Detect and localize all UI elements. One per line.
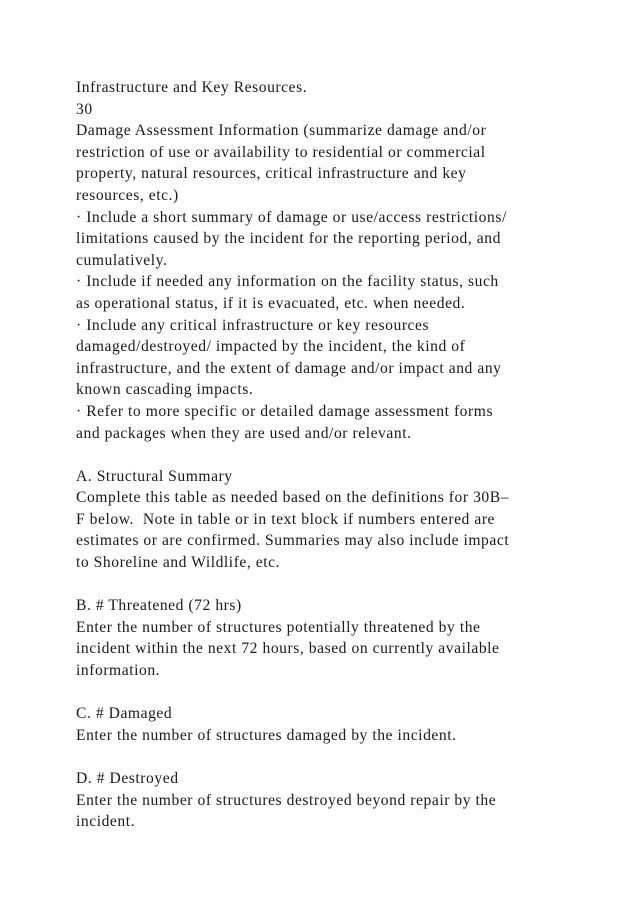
paragraph-text: Complete this table as needed based on the definitions for 30B– <box>76 489 510 507</box>
paragraph-text: to Shoreline and Wildlife, etc. <box>76 554 281 572</box>
paragraph-text: Enter the number of structures destroyed beyond repair by the <box>76 791 497 809</box>
subsection-heading: B. # Threatened (72 hrs) <box>76 597 242 615</box>
field-description: restriction of use or availability to residential or commercial <box>76 143 486 161</box>
field-number: 30 <box>76 100 93 118</box>
bullet-item: infrastructure, and the extent of damage and/or impact and any <box>76 359 502 377</box>
subsection-heading: D. # Destroyed <box>76 770 179 787</box>
section-heading: Infrastructure and Key Resources. <box>76 79 308 96</box>
blank-line <box>76 746 616 768</box>
blank-line <box>76 444 616 466</box>
paragraph-text: estimates or are confirmed. Summaries may also include impact <box>76 532 510 550</box>
blank-line <box>76 682 616 704</box>
paragraph-text: incident. <box>76 813 136 831</box>
field-title: Damage Assessment Information (summarize damage and/or <box>76 122 487 140</box>
bullet-item: cumulatively. <box>76 251 168 269</box>
bullet-item: damaged/destroyed/ impacted by the incident, the kind of <box>76 338 466 356</box>
paragraph-text: incident within the next 72 hours, based on currently available <box>76 640 500 658</box>
bullet-item: · Refer to more specific or detailed damage assessment forms <box>76 402 494 420</box>
bullet-item: limitations caused by the incident for the reporting period, and <box>76 230 501 248</box>
subsection-heading: C. # Damaged <box>76 705 173 723</box>
bullet-item: and packages when they are used and/or relevant. <box>76 424 412 442</box>
paragraph-text: information. <box>76 662 161 680</box>
bullet-item: · Include if needed any information on the facility status, such <box>76 273 499 291</box>
paragraph-text: F below. Note in table or in text block if numbers entered are <box>76 510 496 528</box>
paragraph-text: Enter the number of structures potentially threatened by the <box>76 618 481 636</box>
bullet-item: · Include any critical infrastructure or key resources <box>76 316 430 334</box>
field-description: property, natural resources, critical infrastructure and key <box>76 165 467 183</box>
document-page <box>76 77 616 833</box>
bullet-item: as operational status, if it is evacuated, etc. when needed. <box>76 294 466 312</box>
subsection-heading: A. Structural Summary <box>76 467 233 485</box>
bullet-item: · Include a short summary of damage or use/access restrictions/ <box>76 208 507 226</box>
bullet-item: known cascading impacts. <box>76 381 254 399</box>
blank-line <box>76 574 616 596</box>
field-description: resources, etc.) <box>76 186 179 204</box>
paragraph-text: Enter the number of structures damaged by the incident. <box>76 726 457 744</box>
